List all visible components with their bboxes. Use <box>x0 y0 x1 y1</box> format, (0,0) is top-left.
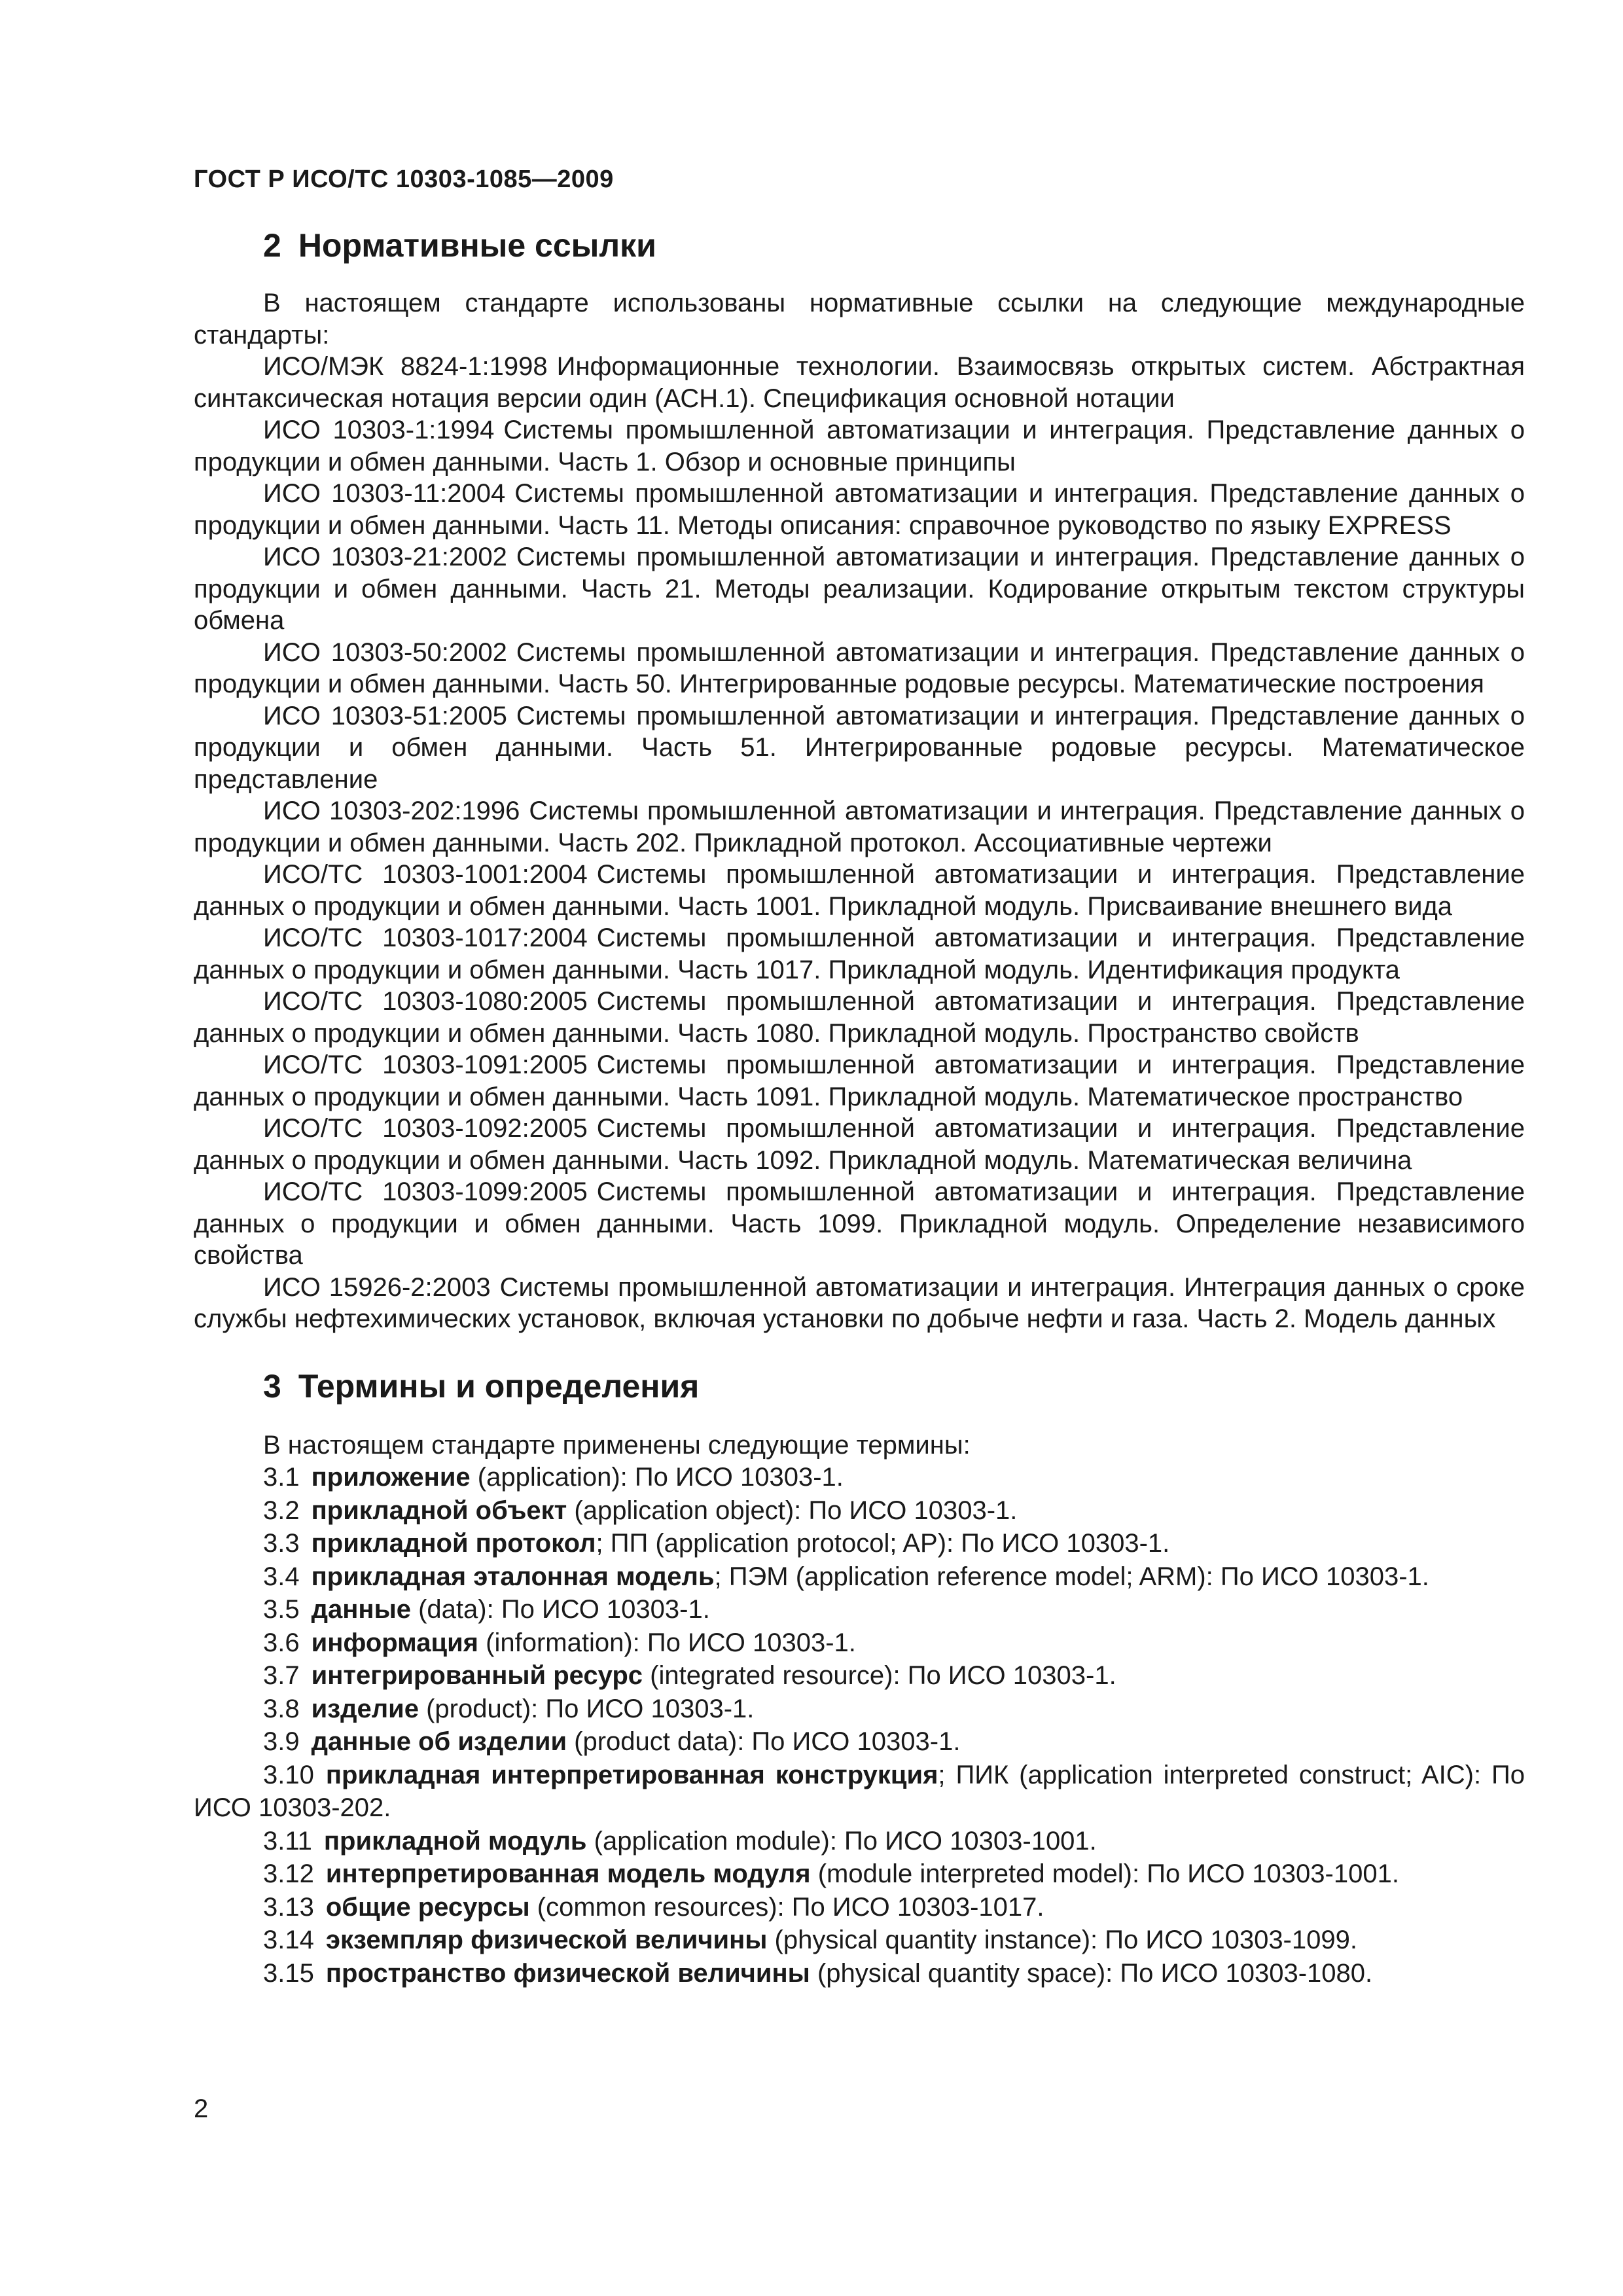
reference-title: Системы промышленной автоматизации и интеграция. Представление данных о продукции и обмен данными. Часть 51. Интегрированные родовые ресурсы. Математическое представление <box>194 701 1525 794</box>
term-name: экземпляр физической величины <box>325 1926 768 1954</box>
term-number: 3.9 <box>263 1727 300 1756</box>
reference-code: ИСО/ТС 10303-1092:2005 <box>263 1114 588 1143</box>
section-terms-definitions <box>194 1367 1525 1990</box>
reference-item <box>194 1049 1525 1113</box>
term-item <box>194 1527 1525 1560</box>
reference-title: Информационные технологии. Взаимосвязь открытых систем. Абстрактная синтаксическая нотация версии один (АСН.1). Спецификация основной нотации <box>194 352 1525 413</box>
term-item <box>194 1560 1525 1594</box>
term-definition: (module interpreted model): По ИСО 10303-1001. <box>817 1859 1399 1888</box>
reference-code: ИСО/ТС 10303-1091:2005 <box>263 1050 588 1079</box>
reference-item <box>194 541 1525 637</box>
reference-code: ИСО 10303-50:2002 <box>263 637 507 667</box>
term-definition: ; ПЭМ (application reference model; ARM): По ИСО 10303-1. <box>714 1562 1429 1591</box>
section-intro: В настоящем стандарте использованы нормативные ссылки на следующие международные стандарты: <box>194 289 1525 350</box>
term-item <box>194 1891 1525 1924</box>
reference-item <box>194 478 1525 541</box>
reference-code: ИСО/ТС 10303-1017:2004 <box>263 924 588 952</box>
reference-item <box>194 351 1525 414</box>
document-body <box>194 226 1525 1990</box>
term-definition: (information): По ИСО 10303-1. <box>486 1628 856 1657</box>
term-name: прикладной протокол <box>311 1529 596 1558</box>
reference-title: Системы промышленной автоматизации и интеграция. Представление данных о продукции и обмен данными. Часть 11. Методы описания: справочное руководство по языку EXPRESS <box>194 479 1525 540</box>
document-header: ГОСТ Р ИСО/ТС 10303-1085—2009 <box>194 166 614 193</box>
term-number: 3.4 <box>263 1562 300 1591</box>
section-title-text: Нормативные ссылки <box>298 227 656 264</box>
page-number: 2 <box>194 2094 209 2123</box>
reference-title: Системы промышленной автоматизации и интеграция. Представление данных о продукции и обмен данными. Часть 1099. Прикладной модуль. Определение независимого свойства <box>194 1177 1525 1270</box>
reference-title: Системы промышленной автоматизации и интеграция. Представление данных о продукции и обмен данными. Часть 21. Методы реализации. Кодирование открытым текстом структуры обмена <box>194 543 1525 635</box>
term-definition: (data): По ИСО 10303-1. <box>418 1595 710 1624</box>
term-item <box>194 1825 1525 1858</box>
reference-title: Системы промышленной автоматизации и интеграция. Представление данных о продукции и обмен данными. Часть 1091. Прикладной модуль. Математическое пространство <box>194 1050 1525 1111</box>
term-number: 3.8 <box>263 1694 300 1723</box>
term-item <box>194 1461 1525 1494</box>
reference-title: Системы промышленной автоматизации и интеграция. Представление данных о продукции и обмен данными. Часть 1017. Прикладной модуль. Идентификация продукта <box>194 924 1525 984</box>
term-name: приложение <box>311 1463 471 1492</box>
reference-title: Системы промышленной автоматизации и интеграция. Представление данных о продукции и обмен данными. Часть 1092. Прикладной модуль. Математическая величина <box>194 1114 1525 1175</box>
references-list <box>194 351 1525 1335</box>
reference-code: ИСО/ТС 10303-1001:2004 <box>263 860 588 889</box>
term-name: прикладная интерпретированная конструкция <box>325 1760 938 1789</box>
term-name: информация <box>311 1628 478 1657</box>
reference-code: ИСО 10303-1:1994 <box>263 416 495 444</box>
term-number: 3.13 <box>263 1892 314 1922</box>
reference-item <box>194 1113 1525 1176</box>
section-number: 2 <box>263 227 281 264</box>
reference-code: ИСО 10303-51:2005 <box>263 701 507 730</box>
reference-item <box>194 795 1525 859</box>
term-definition: (product data): По ИСО 10303-1. <box>574 1727 961 1756</box>
section-normative-references <box>194 226 1525 1335</box>
term-item <box>194 1659 1525 1693</box>
term-item <box>194 1494 1525 1528</box>
term-definition: (application): По ИСО 10303-1. <box>477 1463 844 1492</box>
term-name: прикладная эталонная модель <box>311 1562 715 1591</box>
reference-item <box>194 922 1525 986</box>
term-number: 3.2 <box>263 1496 300 1525</box>
section-title <box>194 226 1525 265</box>
reference-item <box>194 986 1525 1049</box>
reference-title: Системы промышленной автоматизации и интеграция. Представление данных о продукции и обмен данными. Часть 1001. Прикладной модуль. Присваивание внешнего вида <box>194 860 1525 921</box>
terms-list <box>194 1461 1525 1990</box>
reference-item <box>194 700 1525 796</box>
term-name: пространство физической величины <box>325 1958 810 1988</box>
term-item <box>194 1857 1525 1891</box>
term-name: изделие <box>311 1694 419 1723</box>
term-definition: ; ПИК (application interpreted construct; AIC): По ИСО 10303-202. <box>194 1760 1525 1822</box>
reference-code: ИСО 15926-2:2003 <box>263 1272 491 1302</box>
reference-title: Системы промышленной автоматизации и интеграция. Представление данных о продукции и обмен данными. Часть 202. Прикладной протокол. Ассоциативные чертежи <box>194 797 1525 857</box>
section-number: 3 <box>263 1367 281 1405</box>
term-number: 3.1 <box>263 1463 300 1492</box>
term-item <box>194 1957 1525 1990</box>
term-definition: (integrated resource): По ИСО 10303-1. <box>650 1661 1116 1690</box>
section-title <box>194 1367 1525 1406</box>
reference-title: Системы промышленной автоматизации и интеграция. Представление данных о продукции и обмен данными. Часть 50. Интегрированные родовые ресурсы. Математические построения <box>194 637 1525 698</box>
reference-title: Системы промышленной автоматизации и интеграция. Представление данных о продукции и обмен данными. Часть 1080. Прикладной модуль. Пространство свойств <box>194 987 1525 1048</box>
term-definition: ; ПП (application protocol; AP): По ИСО 10303-1. <box>596 1529 1170 1558</box>
term-name: интегрированный ресурс <box>311 1661 643 1690</box>
term-name: данные <box>311 1595 411 1624</box>
term-item <box>194 1626 1525 1660</box>
term-item <box>194 1693 1525 1726</box>
term-number: 3.3 <box>263 1529 300 1558</box>
reference-item <box>194 414 1525 478</box>
term-definition: (application module): По ИСО 10303-1001. <box>594 1826 1097 1856</box>
section-title-text: Термины и определения <box>298 1367 700 1405</box>
term-definition: (common resources): По ИСО 10303-1017. <box>537 1892 1044 1922</box>
term-number: 3.6 <box>263 1628 300 1657</box>
term-name: общие ресурсы <box>325 1892 530 1922</box>
term-number: 3.7 <box>263 1661 300 1690</box>
reference-item <box>194 1272 1525 1335</box>
term-definition: (product): По ИСО 10303-1. <box>426 1694 755 1723</box>
term-item <box>194 1593 1525 1626</box>
term-number: 3.14 <box>263 1926 314 1954</box>
term-definition: (physical quantity instance): По ИСО 10303-1099. <box>774 1926 1357 1954</box>
reference-item <box>194 637 1525 700</box>
term-number: 3.15 <box>263 1958 314 1988</box>
term-item <box>194 1924 1525 1957</box>
term-item <box>194 1725 1525 1759</box>
term-name: прикладной объект <box>311 1496 567 1525</box>
term-name: прикладной модуль <box>323 1826 587 1856</box>
term-item <box>194 1759 1525 1825</box>
term-name: данные об изделии <box>311 1727 567 1756</box>
term-definition: (application object): По ИСО 10303-1. <box>574 1496 1018 1525</box>
term-number: 3.11 <box>263 1826 312 1856</box>
term-definition: (physical quantity space): По ИСО 10303-1080. <box>817 1958 1373 1988</box>
reference-item <box>194 1176 1525 1272</box>
reference-title: Системы промышленной автоматизации и интеграция. Интеграция данных о сроке службы нефтехимических установок, включая установки по добыче нефти и газа. Часть 2. Модель данных <box>194 1272 1525 1333</box>
section-intro: В настоящем стандарте применены следующие термины: <box>263 1430 971 1460</box>
reference-code: ИСО 10303-21:2002 <box>263 543 507 571</box>
reference-code: ИСО 10303-202:1996 <box>263 797 520 825</box>
term-number: 3.5 <box>263 1595 300 1624</box>
reference-title: Системы промышленной автоматизации и интеграция. Представление данных о продукции и обмен данными. Часть 1. Обзор и основные принципы <box>194 416 1525 476</box>
term-number: 3.12 <box>263 1859 314 1888</box>
reference-code: ИСО/ТС 10303-1080:2005 <box>263 987 588 1016</box>
reference-code: ИСО/ТС 10303-1099:2005 <box>263 1177 588 1206</box>
term-name: интерпретированная модель модуля <box>325 1859 811 1888</box>
reference-code: ИСО/МЭК 8824-1:1998 <box>263 352 548 381</box>
term-number: 3.10 <box>263 1760 314 1789</box>
reference-item <box>194 859 1525 922</box>
reference-code: ИСО 10303-11:2004 <box>263 479 506 508</box>
